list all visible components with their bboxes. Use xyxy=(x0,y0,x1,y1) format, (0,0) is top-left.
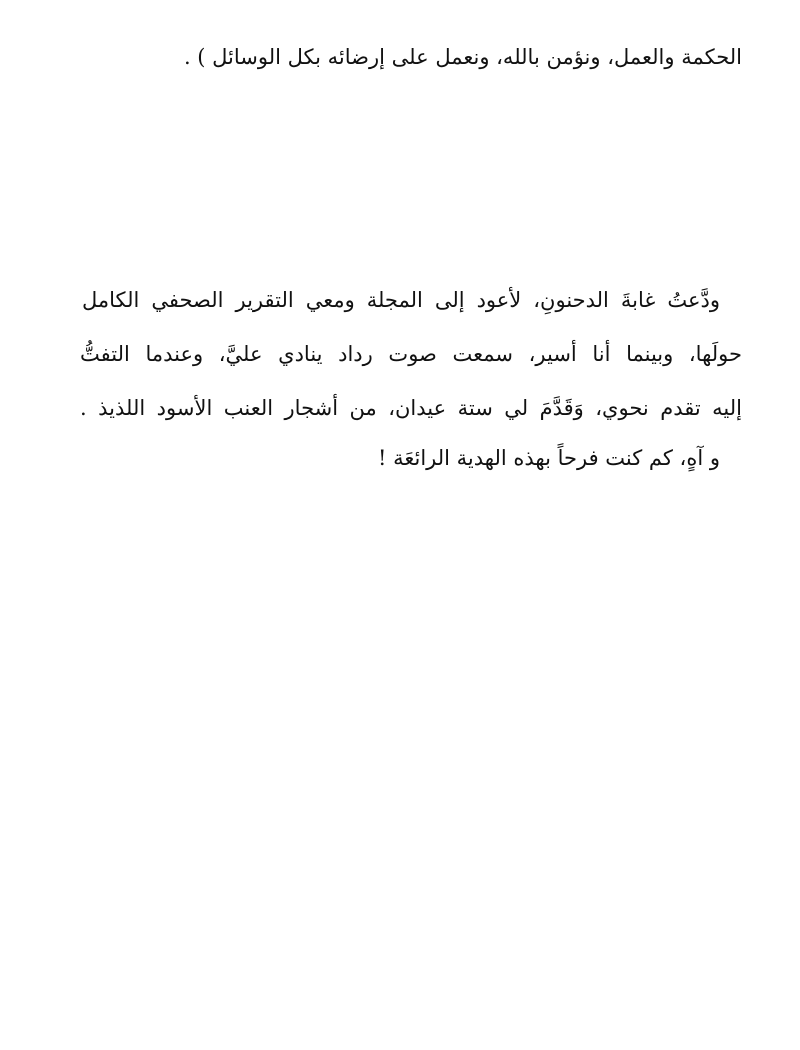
story-paragraph-line-4: و آهٍ، كم كنت فرحاً بهذه الهدية الرائعَة ! xyxy=(377,446,720,470)
top-paragraph-line: الحكمة والعمل، ونؤمن بالله، ونعمل على إرضائه بكل الوسائل ) . xyxy=(183,45,742,69)
story-paragraph-line-3: إليه تقدم نحوي، وَقَدَّمَ لي ستة عيدان، من أشجار العنب الأسود اللذيذ . xyxy=(80,396,742,420)
story-paragraph-line-2: حولَها، وبينما أنا أسير، سمعت صوت رداد ينادي عليَّ، وعندما التفتُّ xyxy=(80,342,742,366)
story-paragraph-line-1: ودَّعتُ غابةَ الدحنونِ، لأعود إلى المجلة ومعي التقرير الصحفي الكامل xyxy=(82,288,720,312)
